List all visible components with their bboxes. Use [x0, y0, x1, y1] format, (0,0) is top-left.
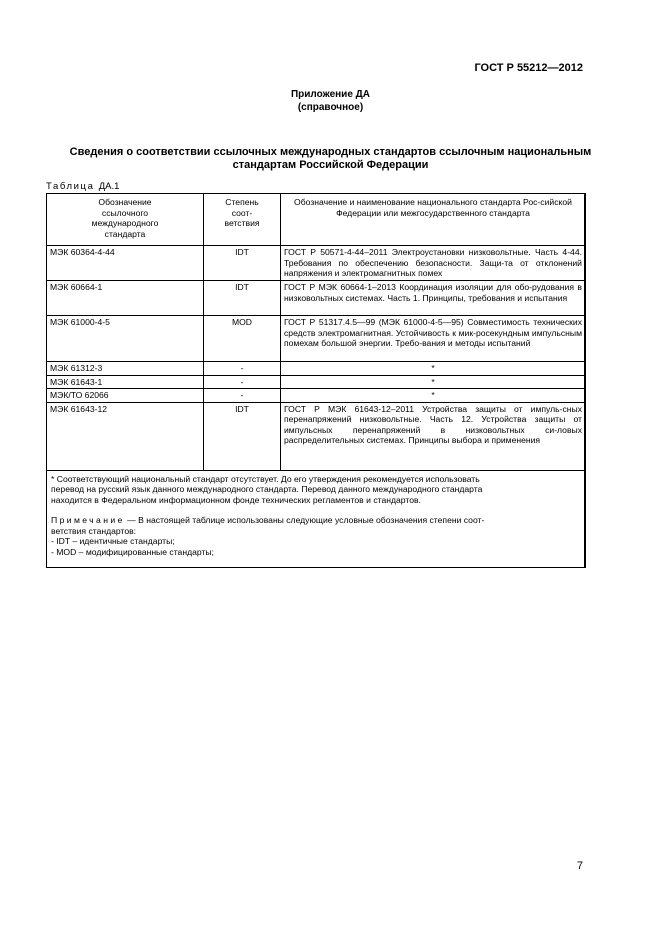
table-outer-frame: [46, 193, 585, 568]
note-line: ветствия стандартов:: [51, 525, 137, 536]
row-degree: IDT: [204, 246, 281, 281]
row-description: *: [281, 362, 586, 376]
appendix-title: Приложение ДА: [290, 89, 371, 100]
note-text: — В настоящей таблице использованы следующие условные обозначения степени соот-: [124, 515, 485, 525]
row-description: ГОСТ Р 51317.4.5—99 (МЭК 61000-4-5—95) Совместимость технических средств электромагнитная. Устойчивость к мик-росекундным импульсным помехам большой энергии. Требо-вания и методы испытаний: [281, 316, 586, 362]
page-number: 7: [576, 860, 583, 872]
header-col1-line: международного: [91, 218, 159, 228]
header-col2-line: ветствия: [224, 218, 260, 228]
appendix-block: [0, 88, 661, 114]
section-heading: [40, 146, 621, 172]
footnote-line: * Соответствующий национальный стандарт отсутствует. До его утверждения рекомендуется использовать: [51, 473, 480, 484]
header-col1-line: стандарта: [104, 228, 146, 239]
row-code: МЭК 61000-4-5: [47, 316, 204, 362]
row-description: ГОСТ Р МЭК 61643-12–2011 Устройства защиты от импуль-сных перенапряжений низковольтные. Часть 12. Устройства защиты от импульсных перенапряжений в низковольтных си-ловых распределительных системах. Принципы выбора и применения: [281, 402, 586, 470]
appendix-subtitle: (справочное): [297, 102, 364, 113]
row-degree: -: [204, 375, 281, 389]
header-national-standard: Обозначение и наименование национального стандарта Рос-сийской Федерации или межгосударственного стандарта: [281, 194, 586, 246]
row-code: МЭК 61643-1: [47, 375, 204, 389]
row-degree: -: [204, 389, 281, 403]
header-col1-line: Обозначение: [98, 197, 152, 207]
row-degree: IDT: [204, 281, 281, 316]
section-heading-line-1: Сведения о соответствии ссылочных международных стандартов ссылочным национальным: [69, 146, 592, 158]
row-description: ГОСТ Р МЭК 60664-1–2013 Координация изоляции для обо-рудования в низковольтных системах. Часть 1. Принципы, требования и испытания: [281, 281, 586, 316]
footnote-line: находится в Федеральном информационном фонде технических регламентов и стандартов.: [51, 494, 421, 505]
row-degree: MOD: [204, 316, 281, 362]
row-description: *: [281, 375, 586, 389]
table-caption-word: Таблица: [46, 181, 95, 192]
row-code: МЭК 60364-4-44: [47, 246, 204, 281]
header-col2-line: соот-: [231, 207, 253, 218]
table-caption: [46, 181, 119, 192]
table-caption-number: ДА.1: [98, 181, 120, 192]
row-code: МЭК 61312-3: [47, 362, 204, 376]
header-col2-line: Степень: [225, 197, 259, 207]
row-degree: -: [204, 362, 281, 376]
row-description: ГОСТ Р 50571-4-44–2011 Электроустановки низковольтные. Часть 4-44. Требования по обеспечению безопасности. Защи-та от отклонений напряжения и электромагнитных помех: [281, 246, 586, 281]
row-degree: IDT: [204, 402, 281, 470]
header-col1-line: ссылочного: [101, 207, 149, 218]
note-item: - MOD – модифицированные стандарты;: [51, 546, 214, 557]
note-item: - IDT – идентичные стандарты;: [51, 536, 175, 546]
row-code: МЭК/ТО 62066: [47, 389, 204, 403]
row-code: МЭК 61643-12: [47, 402, 204, 470]
section-heading-line-2: стандартам Российской Федерации: [232, 159, 429, 171]
row-code: МЭК 60664-1: [47, 281, 204, 316]
footnote-line: перевод на русский язык данного международного стандарта. Перевод данного международного стандарта: [51, 484, 483, 494]
row-description: *: [281, 389, 586, 403]
note-label: Примечание: [51, 515, 125, 525]
document-code: ГОСТ Р 55212—2012: [474, 62, 583, 74]
